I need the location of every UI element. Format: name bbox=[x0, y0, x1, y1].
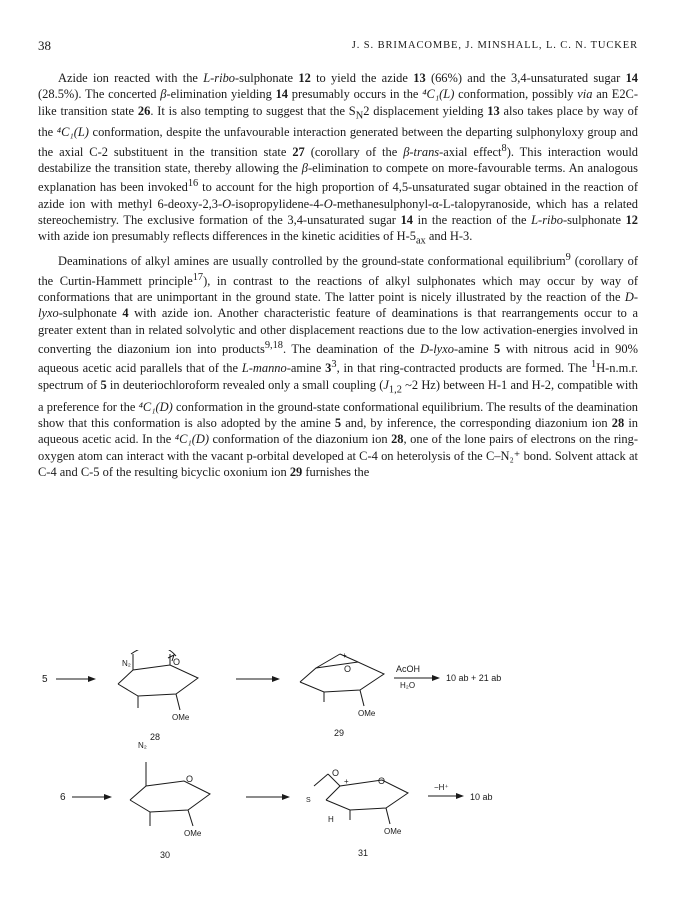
text: to account for the high proportion of 4,5-unsaturated sugar obtained in the reaction of azide ion with methyl 6-deoxy-2,3- bbox=[38, 180, 638, 211]
reference: 16 bbox=[187, 178, 199, 190]
text: -amine bbox=[453, 342, 495, 357]
product-label: 10 ab + 21 ab bbox=[446, 673, 502, 683]
config: L-ribo bbox=[203, 71, 236, 85]
start-compound-label: 6 bbox=[60, 792, 66, 803]
superscript: 1 bbox=[591, 359, 597, 371]
compound-number: 14 bbox=[625, 71, 639, 85]
ring-oxygen: O bbox=[186, 774, 194, 784]
text: (corollary of the bbox=[304, 144, 404, 159]
arrow-head bbox=[456, 793, 464, 799]
arrow-head bbox=[104, 794, 112, 800]
text: and H-3. bbox=[425, 229, 473, 244]
atom-locant: O bbox=[323, 196, 333, 211]
text: conformation, despite the unfavourable interaction generated between the departing sulphonyloxy group and the axial C-2 substituent in the transition state bbox=[38, 125, 638, 159]
body-text bbox=[38, 70, 638, 480]
text: conformation, possibly bbox=[454, 87, 578, 102]
atom-locant: O bbox=[222, 196, 232, 211]
text: . It is also tempting to suggest that the S bbox=[150, 103, 356, 118]
page-number: 38 bbox=[38, 38, 51, 53]
text: -isopropylidene-4- bbox=[231, 196, 324, 211]
page-header bbox=[38, 38, 638, 58]
latin: via bbox=[577, 87, 593, 102]
compound-label-28: 28 bbox=[150, 732, 161, 742]
text: (corollary of the Curtin-Hammett principle bbox=[38, 254, 638, 288]
text: -amine bbox=[286, 361, 326, 376]
text: with azide ion. Another characteristic feature of deaminations is that rearrangements occur to a greater extent than in related solvolytic and other displacement reactions due to the low activation-energies involved in converting the diazonium ion into products bbox=[38, 306, 638, 357]
text: , in that ring-contracted products are formed. The bbox=[336, 361, 591, 376]
ring-oxygen: O bbox=[344, 664, 352, 674]
text: with azide ion presumably reflects differences in the kinetic acidities of H-5 bbox=[38, 229, 416, 244]
text: conformation of the diazonium ion bbox=[208, 432, 392, 447]
compound-number: 14 bbox=[275, 87, 289, 102]
subscript: ax bbox=[415, 235, 426, 247]
reference: 9 bbox=[565, 252, 571, 264]
greek: β bbox=[160, 87, 167, 102]
compound-number: 5 bbox=[334, 415, 342, 430]
reference: 17 bbox=[192, 271, 204, 283]
structure-30 bbox=[130, 762, 210, 826]
text: in aqueous acetic acid. In the bbox=[38, 415, 638, 447]
arrow-head bbox=[88, 676, 96, 682]
compound-number: 29 bbox=[289, 464, 303, 479]
text: (66%) and the 3,4-unsaturated sugar bbox=[425, 71, 626, 85]
compound-number: 28 bbox=[611, 415, 625, 430]
text: with nitrous acid in 90% aqueous acetic acid parallels that of the bbox=[38, 342, 638, 376]
arrow-head bbox=[432, 675, 440, 681]
compound-number: 13 bbox=[413, 71, 426, 85]
reaction-scheme bbox=[38, 650, 638, 870]
text: presumably occurs in the bbox=[288, 87, 423, 102]
n2-group: N₂ bbox=[138, 741, 147, 750]
text: and, by inference, the corresponding diazonium ion bbox=[341, 415, 612, 430]
compound-number: 28 bbox=[391, 432, 404, 447]
product-label: 10 ab bbox=[470, 792, 493, 802]
text: -methanesulphonyl-α-L-talopyranoside, which has a related stereochemistry. The exclusive formation of the 3,4-unsaturated sugar bbox=[38, 196, 638, 228]
text: bond. Solvent attack at C-4 and C-5 of the resulting bicyclic oxonium ion bbox=[38, 448, 638, 479]
arrow-head bbox=[272, 676, 280, 682]
text: -axial effect bbox=[439, 144, 502, 159]
text: to yield the azide bbox=[310, 71, 414, 85]
reference: 8 bbox=[501, 142, 507, 154]
n2-group: N₂ bbox=[122, 659, 131, 668]
compound-number: 3 bbox=[325, 361, 332, 376]
text: . The deamination of the bbox=[282, 342, 421, 357]
solvent-label: S bbox=[306, 797, 311, 804]
hydrogen-label: H bbox=[328, 815, 334, 824]
reference: 3 bbox=[331, 359, 337, 371]
stereo-term: β-trans bbox=[403, 144, 440, 159]
compound-label-31: 31 bbox=[358, 848, 369, 858]
start-compound-label: 5 bbox=[42, 674, 48, 685]
paragraph-2 bbox=[38, 250, 638, 480]
greek: β bbox=[301, 161, 308, 176]
compound-number: 26 bbox=[137, 103, 151, 118]
config: L-ribo bbox=[531, 213, 563, 228]
conformation: ⁴C₁(L) bbox=[422, 87, 455, 102]
coupling-symbol: J bbox=[383, 377, 389, 392]
text: -sulphonate bbox=[58, 306, 123, 321]
text: (28.5%). The concerted bbox=[38, 87, 161, 102]
compound-label-29: 29 bbox=[334, 728, 345, 738]
text: in the reaction of the bbox=[413, 213, 532, 228]
conformation: ⁴C₁(D) bbox=[174, 432, 209, 447]
subscript: N bbox=[355, 110, 364, 122]
reagent-water: H₂O bbox=[400, 681, 416, 690]
compound-number: 5 bbox=[100, 377, 107, 392]
text: , one of the lone pairs of electrons on the ring-oxygen atom can interact with the vacant p-orbital developed at C-4 on heterolysis of the C–N bbox=[38, 432, 638, 463]
structure-29 bbox=[300, 654, 384, 706]
methoxy-group: OMe bbox=[358, 709, 376, 718]
subscript: 1,2 bbox=[388, 384, 402, 396]
text: ). This interaction would destabilize the transition state, thereby allowing the bbox=[38, 144, 639, 176]
compound-number: 27 bbox=[292, 144, 305, 159]
text: -sulphonate bbox=[562, 213, 626, 228]
text: H-n.m.r. spectrum of bbox=[38, 361, 638, 392]
text: -elimination yielding bbox=[166, 87, 276, 102]
methoxy-group: OMe bbox=[172, 713, 190, 722]
config: L-manno bbox=[241, 361, 287, 376]
ring-oxygen: O bbox=[332, 768, 340, 778]
paragraph-1 bbox=[38, 70, 638, 250]
text: -elimination to compete on more-favourable terms. An analogous explanation has been invoked bbox=[38, 161, 638, 195]
text: also takes place by way of the bbox=[38, 103, 638, 140]
reagent-acetic-acid: AcOH bbox=[396, 664, 421, 674]
scheme-figure bbox=[38, 650, 638, 870]
text: ~2 Hz) between H-1 and H-2, compatible with a preference for the bbox=[38, 377, 638, 414]
text: furnishes the bbox=[302, 464, 370, 479]
compound-label-30: 30 bbox=[160, 850, 171, 860]
ring-oxygen: O bbox=[378, 776, 386, 786]
text: ), in contrast to the reactions of alkyl sulphonates which may occur by way of conformations that are unimportant in the ground state. The latter point is nicely illustrated by the reaction of the bbox=[38, 273, 638, 305]
running-head: J. S. BRIMACOMBE, J. MINSHALL, L. C. N. TUCKER bbox=[351, 40, 638, 51]
arrow-head bbox=[282, 794, 290, 800]
config: D-lyxo bbox=[38, 290, 638, 321]
text: -sulphonate bbox=[235, 71, 299, 85]
text: an E2C-like transition state bbox=[38, 87, 638, 118]
reference: 9,18 bbox=[264, 339, 283, 351]
subscript: ₂⁺ bbox=[509, 448, 521, 463]
methoxy-group: OMe bbox=[184, 829, 202, 838]
conformation: ⁴C₁(L) bbox=[56, 125, 89, 140]
text: in deuteriochloroform revealed only a small coupling ( bbox=[106, 377, 384, 392]
compound-number: 12 bbox=[625, 213, 639, 228]
conformation: ⁴C₁(D) bbox=[138, 399, 173, 414]
text: Azide ion reacted with the bbox=[58, 71, 204, 85]
compound-number: 12 bbox=[298, 71, 311, 85]
deprotonation-label: −H⁺ bbox=[434, 783, 449, 792]
compound-number: 13 bbox=[487, 103, 500, 118]
compound-number: 4 bbox=[122, 306, 129, 321]
compound-number: 14 bbox=[400, 213, 413, 228]
plus-charge: + bbox=[342, 651, 347, 660]
plus-charge: + bbox=[344, 777, 349, 786]
text: conformation in the ground-state conformational equilibrium. The results of the deamination show that this conformation is also adopted by the amine bbox=[38, 399, 639, 430]
text: 2 displacement yielding bbox=[363, 103, 488, 118]
compound-number: 5 bbox=[494, 342, 501, 357]
ring-oxygen: O bbox=[173, 657, 181, 667]
text: Deaminations of alkyl amines are usually controlled by the ground-state conformational equilibrium bbox=[58, 254, 566, 269]
config: D-lyxo bbox=[420, 342, 454, 357]
methoxy-group: OMe bbox=[384, 827, 402, 836]
